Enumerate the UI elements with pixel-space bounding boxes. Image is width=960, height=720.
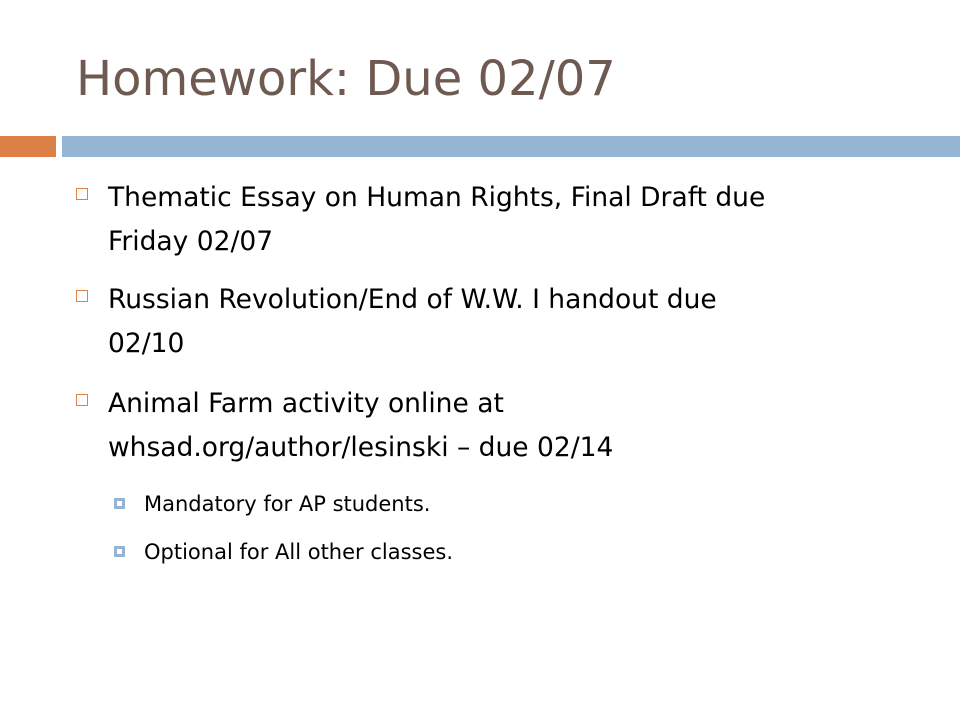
bullet-line: Thematic Essay on Human Rights, Final Draft due [108, 182, 766, 213]
sub-bullet-text: Mandatory for AP students. [144, 492, 431, 516]
title-rule-accent [0, 136, 56, 157]
framed-square-icon [114, 546, 125, 557]
sub-bullet-text: Optional for All other classes. [144, 540, 454, 564]
bullet-text [108, 382, 868, 470]
bullet-line: whsad.org/author/lesinski – due 02/14 [108, 432, 614, 463]
bullet-line: Friday 02/07 [108, 226, 274, 257]
title-rule-bar [62, 136, 960, 157]
bullet-line: Animal Farm activity online at [108, 388, 504, 419]
slide-title: Homework: Due 02/07 [76, 51, 616, 107]
hollow-square-icon [76, 290, 88, 302]
hollow-square-icon [76, 188, 88, 200]
bullet-line: Russian Revolution/End of W.W. I handout due [108, 284, 717, 315]
bullet-text [108, 278, 868, 366]
bullet-text [108, 176, 868, 264]
hollow-square-icon [76, 394, 88, 406]
framed-square-icon [114, 498, 125, 509]
bullet-line: 02/10 [108, 328, 185, 359]
